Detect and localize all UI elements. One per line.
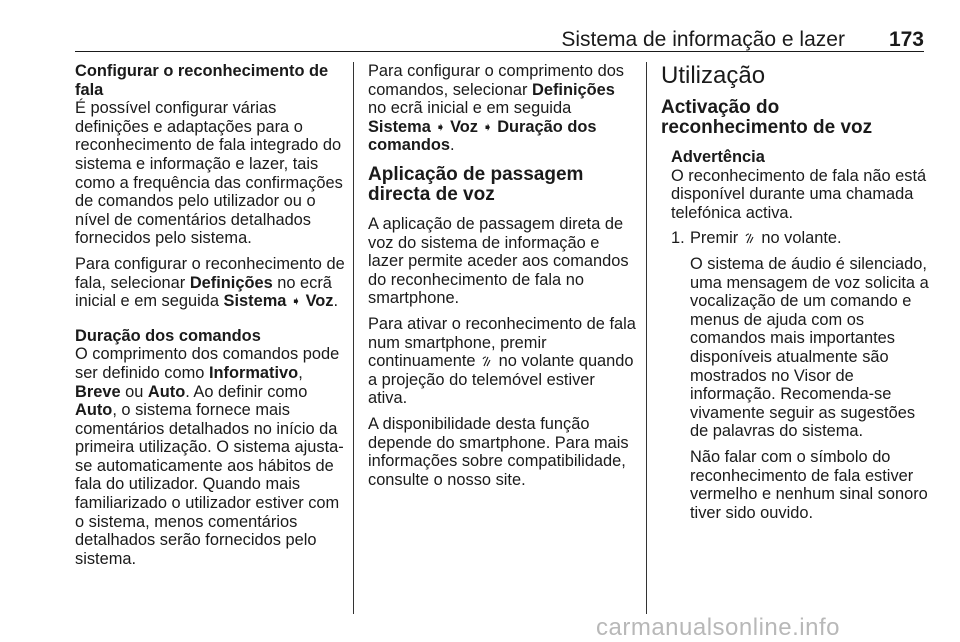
option-brief: Breve bbox=[75, 382, 121, 401]
text-run: . Ao definir como bbox=[185, 382, 308, 401]
menu-term-settings: Definições bbox=[532, 80, 615, 99]
paragraph-passthrough-activate bbox=[368, 315, 636, 408]
option-informative: Informativo bbox=[208, 363, 299, 382]
option-auto: Auto bbox=[75, 401, 113, 420]
step-1-paragraph-2: Não falar com o símbolo do reconhecimento de fala estiver vermelho e nenhum sinal sonoro tiver sido ouvido. bbox=[690, 447, 928, 522]
step-number: 1. bbox=[671, 229, 685, 248]
text-run: . bbox=[333, 292, 339, 311]
column-divider-1 bbox=[353, 62, 354, 614]
text-run: . bbox=[449, 136, 455, 155]
menu-term-system: Sistema bbox=[368, 117, 431, 136]
section-title: Sistema de informação e lazer bbox=[561, 28, 845, 51]
menu-term-voice: Voz bbox=[450, 117, 478, 136]
page-header bbox=[75, 28, 924, 52]
step-1-paragraph-1: O sistema de áudio é silenciado, uma mensagem de voz solicita a vocalização de um comando e menus de ajuda com os comandos mais importantes disponíveis atualmente são mostrados no Visor de informação. Recomenda-se vivamente seguir as sugestões de palavras do sistema. bbox=[690, 254, 929, 441]
text-run: no volante. bbox=[756, 229, 842, 248]
menu-term-voice: Voz bbox=[305, 292, 334, 311]
page-number: 173 bbox=[888, 28, 924, 51]
paragraph-passthrough-intro: A aplicação de passagem direta de voz do sistema de informação e lazer permite aceder aos comandos do reconhecimento de fala no smartphone. bbox=[368, 214, 629, 308]
paragraph-passthrough-availability: A disponibilidade desta função depende do smartphone. Para mais informações sobre compatibilidade, consulte o nosso site. bbox=[368, 414, 629, 489]
heading-activate-voice: Activação do reconhecimento de voz bbox=[661, 97, 873, 138]
column-2 bbox=[368, 62, 636, 496]
text-run: Para ativar o reconhecimento de fala num smartphone, premir continuamente bbox=[368, 314, 636, 371]
menu-term-settings: Definições bbox=[189, 273, 273, 292]
option-auto: Auto bbox=[147, 382, 186, 401]
arrow-icon: ➧ bbox=[482, 119, 493, 134]
voice-command-icon bbox=[745, 232, 755, 245]
text-run: no volante quando a projeção do telemóvel estiver ativa. bbox=[368, 352, 634, 408]
text-run: , o sistema fornece mais comentários detalhados no início da primeira utilização. O sistema ajusta-se automaticamente aos hábitos de fala do utilizador. Quando mais familiarizado o utilizador estiver com o sistema, menos comentários detalhados serão fornecidos pelo sistema. bbox=[75, 401, 344, 568]
step-1-text bbox=[690, 229, 842, 248]
menu-term-system: Sistema bbox=[223, 292, 287, 311]
text-run: ou bbox=[120, 382, 148, 401]
heading-command-length: Duração dos comandos bbox=[75, 326, 261, 345]
heading-usage: Utilização bbox=[661, 62, 766, 89]
text-run: Premir bbox=[690, 229, 743, 248]
column-3 bbox=[661, 62, 929, 529]
paragraph-command-length bbox=[75, 345, 345, 568]
arrow-icon: ➧ bbox=[435, 119, 446, 134]
text-run: Para configurar o reconhecimento de fala, selecionar bbox=[75, 254, 345, 292]
text-run: , bbox=[298, 363, 303, 382]
column-1 bbox=[75, 62, 345, 575]
paragraph-configure-steps bbox=[75, 255, 345, 311]
text-run: no ecrã inicial e em seguida bbox=[368, 99, 572, 118]
watermark: carmanualsonline.info bbox=[596, 614, 840, 641]
heading-voice-passthrough: Aplicação de passagem directa de voz bbox=[368, 163, 584, 205]
arrow-icon: ➧ bbox=[290, 294, 302, 309]
heading-configure-speech: Configurar o reconhecimento de fala bbox=[75, 62, 329, 99]
paragraph-command-length-steps bbox=[368, 62, 636, 155]
step-1-details bbox=[690, 255, 929, 522]
voice-command-icon bbox=[482, 355, 492, 368]
text-run: no ecrã inicial e em seguida bbox=[75, 273, 332, 311]
note-heading: Advertência bbox=[671, 148, 765, 166]
paragraph-configure-intro: É possível configurar várias definições e adaptações para o reconhecimento de fala integrado do sistema e informação e lazer, tais como a frequência das confirmações de comandos pelo utilizador ou o nível de comentários detalhados fornecidos pelo sistema. bbox=[75, 99, 343, 248]
note-text: O reconhecimento de fala não está disponível durante uma chamada telefónica activa. bbox=[671, 166, 927, 222]
text-run: O comprimento dos comandos pode ser definido como bbox=[75, 345, 340, 382]
text-run: Para configurar o comprimento dos comandos, selecionar bbox=[368, 62, 624, 99]
column-divider-2 bbox=[646, 62, 647, 614]
header-rule bbox=[75, 51, 924, 52]
menu-term-command-length: Duração dos comandos bbox=[368, 117, 597, 155]
step-1 bbox=[671, 229, 929, 248]
note-block bbox=[671, 148, 929, 222]
